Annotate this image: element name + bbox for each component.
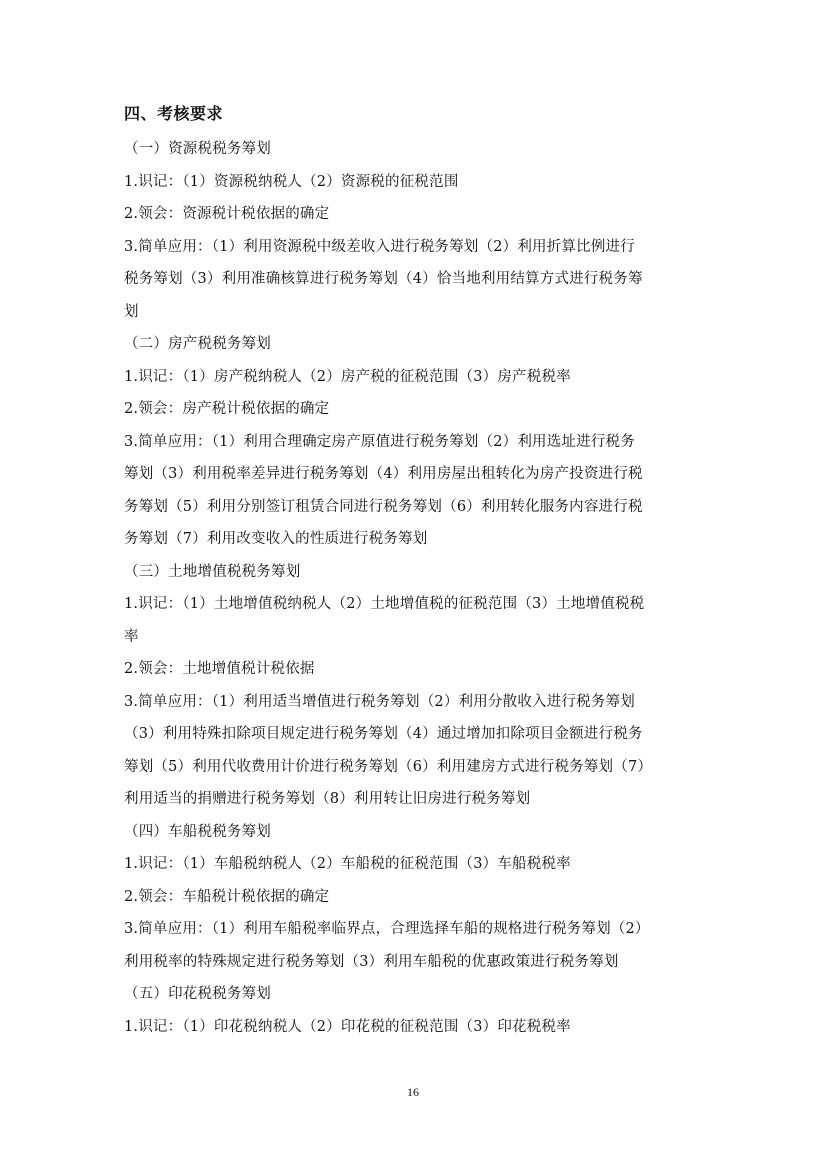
text-line: 3.简单应用：（1）利用车船税率临界点，合理选择车船的规格进行税务筹划（2）	[124, 921, 650, 937]
text-line: 1.识记：（1）车船税纳税人（2）车船税的征税范围（3）车船税税率	[124, 856, 571, 872]
text-line: （四）车船税税务筹划	[124, 823, 271, 840]
section-heading: 四、考核要求	[124, 104, 224, 123]
text-line: 筹划（3）利用税率差异进行税务筹划（4）利用房屋出租转化为房产投资进行税	[124, 466, 643, 482]
text-line: 2.领会：房产税计税依据的确定	[124, 401, 330, 417]
text-line: 筹划（5）利用代收费用计价进行税务筹划（6）利用建房方式进行税务筹划（7）	[124, 758, 653, 775]
text-line: 2.领会：土地增值税计税依据	[124, 661, 315, 677]
text-line: 务筹划（5）利用分别签订租赁合同进行税务筹划（6）利用转化服务内容进行税	[124, 498, 643, 515]
page-number: 16	[407, 1085, 419, 1099]
text-line: 3.简单应用：（1）利用资源税中级差收入进行税务筹划（2）利用折算比例进行	[124, 238, 635, 255]
text-line: 2.领会：车船税计税依据的确定	[124, 888, 330, 905]
text-line: （三）土地增值税税务筹划	[124, 563, 301, 580]
text-line: （3）利用特殊扣除项目规定进行税务筹划（4）通过增加扣除项目金额进行税务	[124, 726, 643, 742]
text-line: 2.领会：资源税计税依据的确定	[124, 206, 330, 222]
text-line: 税务筹划（3）利用准确核算进行税务筹划（4）恰当地利用结算方式进行税务筹	[124, 271, 643, 287]
text-line: 1.识记：（1）土地增值税纳税人（2）土地增值税的征税范围（3）土地增值税税	[124, 596, 645, 612]
text-line: 率	[124, 628, 139, 645]
text-line: 1.识记：（1）印花税纳税人（2）印花税的征税范围（3）印花税税率	[124, 1018, 571, 1035]
text-line: （二）房产税税务筹划	[124, 336, 271, 352]
text-line: 务筹划（7）利用改变收入的性质进行税务筹划	[124, 531, 428, 547]
text-line: 3.简单应用：（1）利用合理确定房产原值进行税务筹划（2）利用选址进行税务	[124, 433, 635, 450]
page-content	[124, 98, 708, 1043]
text-line: 1.识记：（1）资源税纳税人（2）资源税的征税范围	[124, 173, 459, 190]
text-line: 3.简单应用：（1）利用适当增值进行税务筹划（2）利用分散收入进行税务筹划	[124, 693, 635, 710]
text-line: （一）资源税税务筹划	[124, 141, 271, 157]
text-line: 利用适当的捐赠进行税务筹划（8）利用转让旧房进行税务筹划	[124, 791, 531, 807]
text-line: （五）印花税税务筹划	[124, 986, 271, 1002]
text-line: 划	[124, 303, 139, 320]
text-line: 利用税率的特殊规定进行税务筹划（3）利用车船税的优惠政策进行税务筹划	[124, 953, 619, 970]
text-line: 1.识记：（1）房产税纳税人（2）房产税的征税范围（3）房产税税率	[124, 368, 571, 385]
